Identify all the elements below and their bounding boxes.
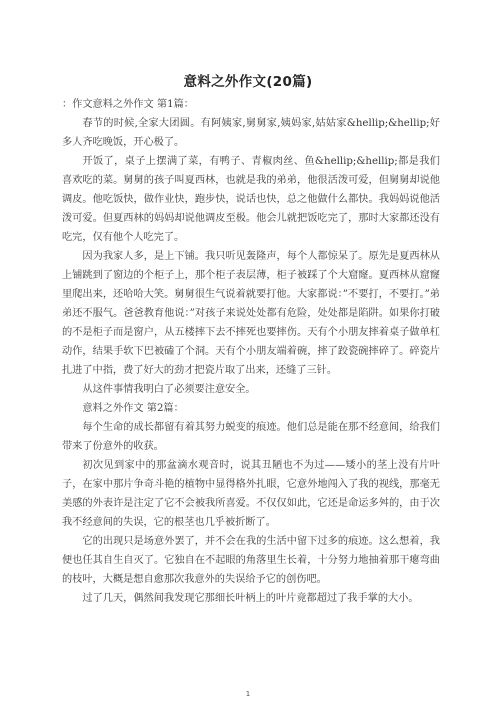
paragraph: ：作文意料之外作文 第1篇： (62, 99, 194, 110)
paragraph: 春节的时候,全家大团圆。有阿姨家,舅舅家,姨妈家,姑姑家&hellip;&hellip;好多人齐吃晚饭，开心极了。 (62, 118, 440, 148)
paragraph: 因为我家人多，是上下铺。我只听见轰隆声，每个人都惊呆了。原先是夏西林从上铺跳到了窗边的个柜子上，那个柜子表层薄，柜子被踩了个大窟窿。夏西林从窟窿里爬出来，还哈哈大笑。舅舅很生气说着就要打他。大家都说：”不要打，不要打。”弟弟还不服气。爸爸教育他说：”对孩子来说处处都有危险，处处都是陷阱。如果你打破的不是柜子而是窗户，从五楼摔下去不摔死也要摔伤。天有个小朋友摔着桌子做单杠动作，结果手软下巴被磕了个洞。天有个小朋友端着碗，摔了跤瓷碗摔碎了。碎瓷片扎进了中指，费了好大的劲才把瓷片取了出来，还缝了三针。 (62, 251, 440, 376)
paragraph: 初次见到家中的那盆滴水观音时，说其丑陋也不为过——矮小的茎上没有片叶子，在家中那片争奇斗艳的植物中显得格外扎眼，它意外地闯入了我的视线，那毫无美感的外表许是注定了它不会被我所喜爱。不仅仅如此，它还是命运多舛的，由于次我不经意间的失误，它的根茎也几乎被折断了。 (62, 460, 440, 528)
document-body (62, 95, 440, 608)
paragraph: 过了几天，偶然间我发现它那细长叶柄上的叶片竟都超过了我手掌的大小。 (82, 593, 419, 604)
paragraph: 它的出现只是场意外罢了，并不会在我的生活中留下过多的痕迹。这么想着，我便也任其自生自灭了。它独自在不起眼的角落里生长着，十分努力地抽着那干瘪弯曲的枝叶，大概是想自愈那次我意外的失误给予它的创伤吧。 (62, 536, 440, 585)
document-title: 意料之外作文(20篇) (183, 74, 313, 90)
paragraph-section-heading: 意料之外作文 第2篇： (82, 403, 184, 414)
paragraph: 从这件事情我明白了必须要注意安全。 (82, 384, 256, 395)
page-number: 1 (245, 690, 251, 698)
paragraph: 开饭了，桌子上摆满了菜，有鸭子、青椒肉丝、鱼&hellip;&hellip;都是我们喜欢吃的菜。舅舅的孩子叫夏西林，也就是我的弟弟，他很活泼可爱，但舅舅却说他调皮。他吃饭快，做作业快，跑步快，说话也快，总之他做什么都快。我妈妈说他活泼可爱。但夏西林的妈妈却说他调皮至极。他会儿就把饭吃完了，那时大家都还没有吃完，仅有他个人吃完了。 (62, 156, 440, 243)
paragraph: 每个生命的成长都留有着其努力蜕变的痕迹。他们总是能在那不经意间，给我们带来了份意外的收获。 (62, 422, 440, 452)
